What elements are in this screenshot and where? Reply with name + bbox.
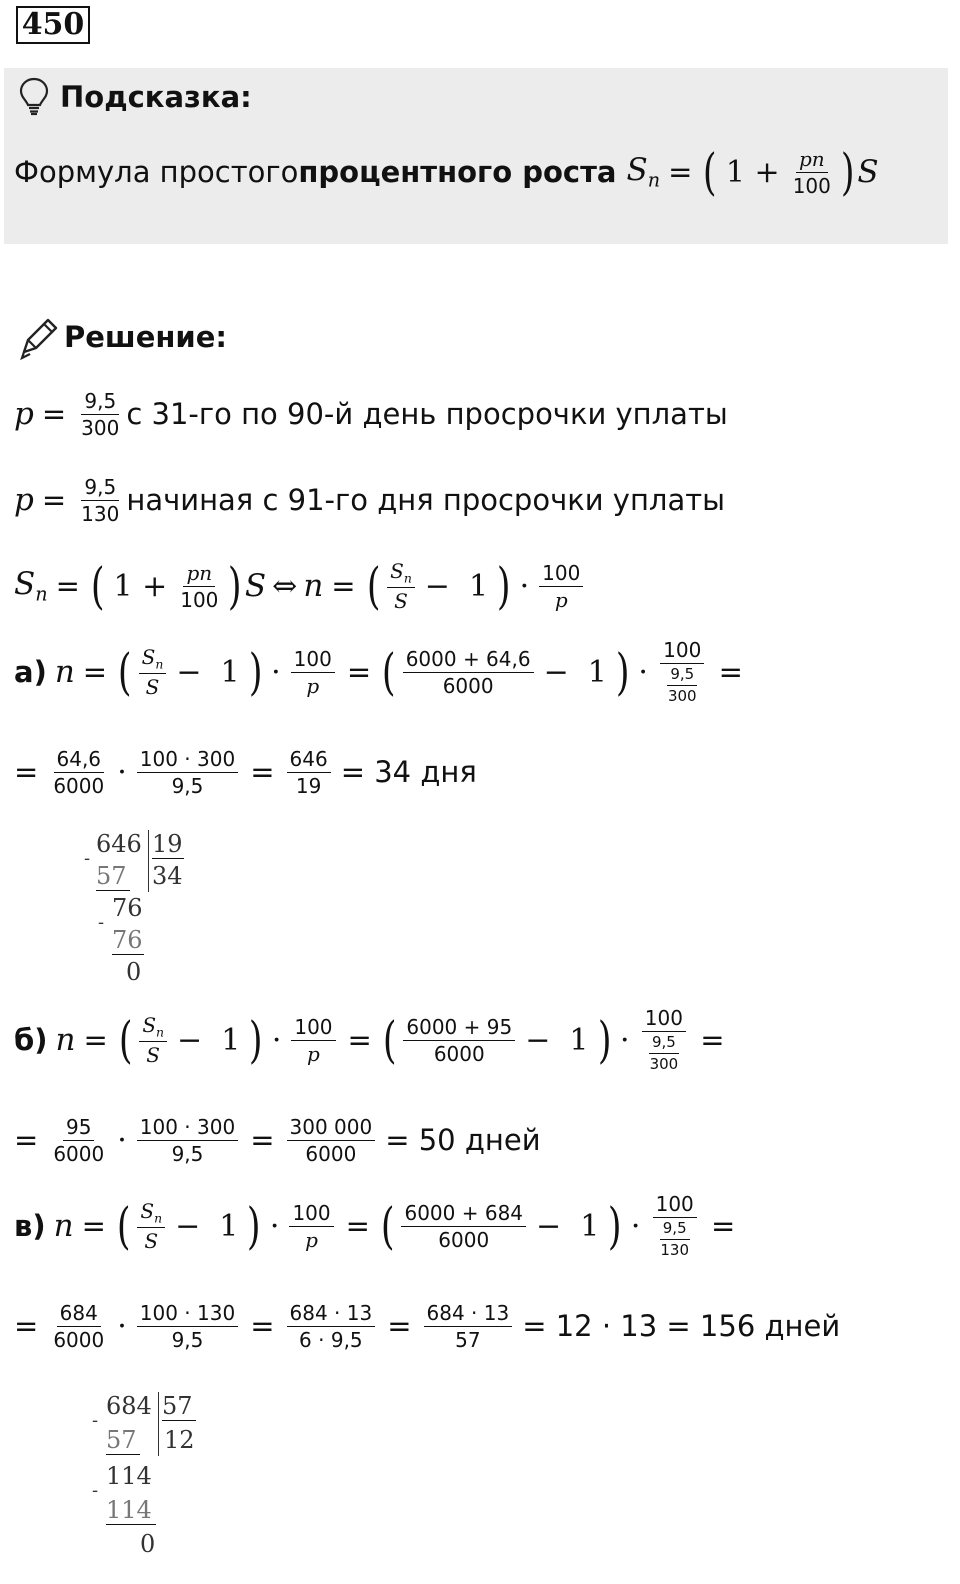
part-result: = 50 дней (385, 1123, 541, 1157)
long-division-c: 684 57 - 57 12 114 - 114 0 (92, 1392, 195, 1558)
long-division-a: 646 19 - 57 34 76 - 76 0 (84, 830, 183, 986)
lightbulb-icon (18, 76, 50, 120)
rate-line-1: p = $\frac{9,5}{300}$ с 31-го по 90-й день просрочки уплаты (14, 388, 728, 440)
pencil-icon (16, 316, 60, 364)
part-b-line-1: б) n = ( $\frac{S_n}{S}$ − 1 ) · $\frac{100}{p}$ = ( $\frac{6000 + 95}{6000}$ − 1 ) · $\frac{100}{\frac{9,5}{300}}$ = (14, 1006, 725, 1073)
formula-sn: $S_n$ (626, 152, 661, 192)
hint-title: Подсказка: (60, 80, 252, 114)
part-label: б) (14, 1023, 48, 1057)
part-label: в) (14, 1209, 46, 1243)
hint-text: Формула простого (14, 155, 299, 189)
part-result: = 34 дня (340, 755, 477, 789)
part-label: а) (14, 655, 47, 689)
part-a-line-2: = $\frac{64,6}{6000}$ · $\frac{100 \cdot 300}{9,5}$ = $\frac{646}{19}$ = 34 дня (14, 746, 477, 798)
fraction: $\frac{9,5}{300}$ (81, 388, 120, 440)
fraction: $\frac{9,5}{130}$ (81, 474, 120, 526)
part-b-line-2: = $\frac{95}{6000}$ · $\frac{100 \cdot 300}{9,5}$ = $\frac{300 000}{6000}$ = 50 дней (14, 1114, 541, 1166)
general-formula: $S_n$ = ( 1 + $\frac{pn}{100}$ ) S ⇔ n = ( $\frac{S_n}{S}$ − 1 ) · $\frac{100}{p}$ (14, 556, 587, 616)
part-result: = 12 · 13 = 156 дней (522, 1309, 841, 1343)
solution-title: Решение: (64, 320, 228, 354)
hint-text-bold: процентного роста (298, 155, 617, 189)
rate-text: начиная с 91-го дня просрочки уплаты (126, 483, 726, 517)
part-c-line-2: = $\frac{684}{6000}$ · $\frac{100 \cdot 130}{9,5}$ = $\frac{684 \cdot 13}{6 \cdot 9,5}$ = $\frac{684 \cdot 13}{57}$ = 12 · 13 = 156 дней (14, 1300, 841, 1352)
part-a-line-1: а) n = ( $\frac{S_n}{S}$ − 1 ) · $\frac{100}{p}$ = ( $\frac{6000 + 64,6}{6000}$ − 1 ) · $\frac{100}{\frac{9,5}{300}}$ = (14, 638, 743, 705)
rate-line-2: p = $\frac{9,5}{130}$ начиная с 91-го дня просрочки уплаты (14, 474, 726, 526)
rate-text: с 31-го по 90-й день просрочки уплаты (126, 397, 728, 431)
fraction: $\frac{pn}{100}$ (792, 146, 831, 198)
hint-formula: Формула простого процентного роста $S_n$ = ( 1 + $\frac{pn}{100}$ ) S (14, 143, 879, 201)
problem-number: 450 (16, 6, 90, 44)
part-c-line-1: в) n = ( $\frac{S_n}{S}$ − 1 ) · $\frac{100}{p}$ = ( $\frac{6000 + 684}{6000}$ − 1 ) · $\frac{100}{\frac{9,5}{130}}$ = (14, 1192, 736, 1259)
